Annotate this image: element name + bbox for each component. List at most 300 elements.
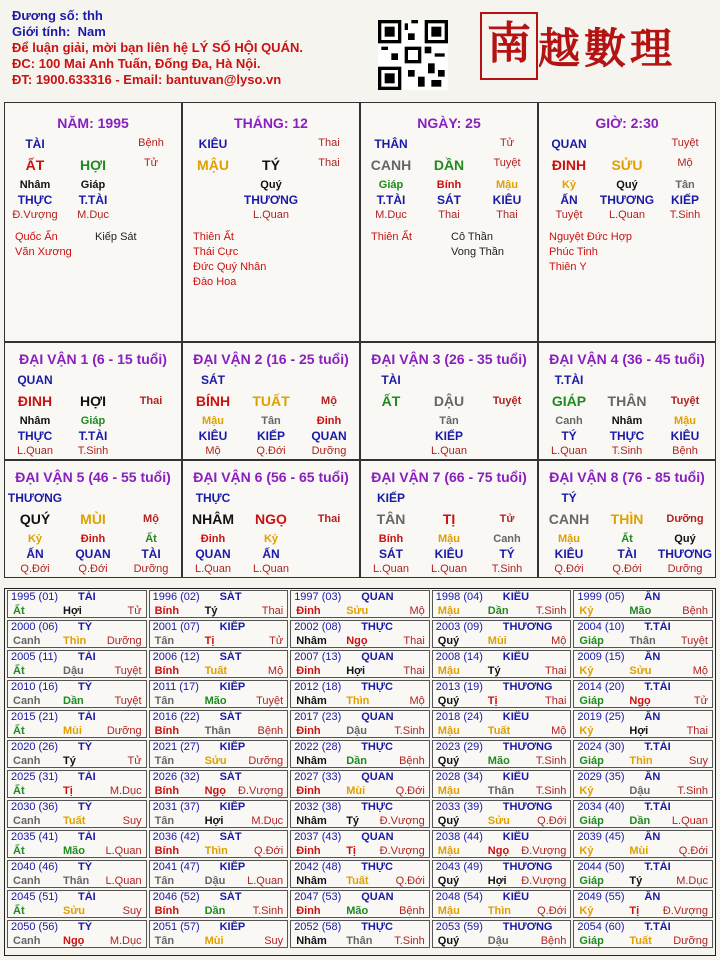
year-cell bbox=[290, 830, 430, 858]
year-label: 2050 (56) bbox=[11, 921, 59, 933]
year-ten-god: QUAN bbox=[361, 891, 394, 903]
year-branch: Dần bbox=[346, 755, 367, 767]
year-branch: Dậu bbox=[346, 725, 367, 737]
year-stage: Bệnh bbox=[682, 605, 708, 617]
year-stage: L.Quan bbox=[105, 845, 142, 857]
year-ten-god: TÀI bbox=[78, 591, 96, 603]
year-stage: Bệnh bbox=[257, 725, 284, 737]
dai-van-cell bbox=[182, 342, 360, 460]
year-cell bbox=[290, 770, 430, 798]
year-stage: L.Quan bbox=[105, 875, 142, 887]
year-stage: Dưỡng bbox=[248, 755, 284, 767]
year-ten-god: THỰC bbox=[361, 621, 393, 633]
heavenly-stem: ĐINH bbox=[551, 157, 587, 173]
year-stage: T.Sinh bbox=[252, 905, 284, 917]
year-stem: Giáp bbox=[579, 695, 604, 707]
dai-van-title: ĐẠI VẬN 5 (46 - 55 tuổi) bbox=[15, 469, 171, 485]
year-ten-god: KIẾP bbox=[219, 681, 246, 693]
year-branch: Tị bbox=[346, 845, 356, 857]
year-branch: Thân bbox=[487, 785, 515, 797]
star-good: Nguyệt Đức Hợp bbox=[549, 231, 633, 243]
year-branch: Mùi bbox=[346, 785, 366, 797]
hidden-god: KIÊU bbox=[198, 429, 228, 443]
hidden-god: THỰC bbox=[17, 193, 53, 207]
year-branch: Tý bbox=[629, 875, 643, 887]
year-cell bbox=[7, 680, 147, 708]
hidden-stage: Thai bbox=[438, 209, 460, 221]
year-stem: Mậu bbox=[437, 605, 460, 617]
year-branch: Thân bbox=[63, 875, 90, 887]
hidden-stage: Đ.Vượng bbox=[12, 209, 58, 221]
star-bad: Cô Thần bbox=[451, 231, 493, 243]
hidden-stem: Mậu bbox=[496, 179, 518, 191]
year-label: 2006 (12) bbox=[152, 651, 200, 663]
earthly-branch: DẬU bbox=[433, 393, 465, 409]
year-stage: M.Dục bbox=[109, 785, 142, 797]
year-stage: T.Sinh bbox=[535, 785, 567, 797]
year-ten-god: ẤN bbox=[644, 771, 661, 783]
year-stage: Thai bbox=[544, 665, 567, 677]
star-good: Phúc Tinh bbox=[549, 246, 598, 258]
dai-van-title: ĐẠI VẬN 2 (16 - 25 tuổi) bbox=[193, 351, 349, 367]
dai-van-title: ĐẠI VẬN 8 (76 - 85 tuổi) bbox=[549, 469, 705, 485]
year-label: 1996 (02) bbox=[152, 591, 200, 603]
year-stage: Tử bbox=[127, 605, 142, 617]
ten-god: SÁT bbox=[201, 373, 225, 387]
year-ten-god: KIẾP bbox=[219, 741, 246, 753]
pillar-cell bbox=[182, 102, 360, 342]
year-branch: Sửu bbox=[63, 905, 86, 917]
year-cell bbox=[432, 680, 572, 708]
hidden-stem: Bính bbox=[436, 179, 462, 191]
ten-god: KIẾP bbox=[376, 491, 405, 505]
hidden-stem: Nhâm bbox=[19, 179, 51, 191]
year-stem: Quý bbox=[437, 935, 460, 947]
ten-god: TÝ bbox=[561, 491, 577, 505]
year-label: 2018 (24) bbox=[435, 711, 483, 723]
year-stem: Nhâm bbox=[296, 695, 327, 707]
year-stage: Đ.Vượng bbox=[379, 815, 425, 827]
year-stage: Mộ bbox=[409, 605, 425, 617]
heavenly-stem: ẤT bbox=[381, 393, 401, 409]
stage: Thai bbox=[317, 513, 341, 525]
year-stage: Q.Đới bbox=[395, 785, 425, 797]
year-cell bbox=[149, 830, 289, 858]
star-good: Thiên Ất bbox=[193, 231, 234, 243]
year-stem: Ất bbox=[13, 725, 25, 737]
year-stem: Giáp bbox=[579, 635, 604, 647]
star-good: Đào Hoa bbox=[193, 276, 237, 288]
year-label: 2021 (27) bbox=[152, 741, 200, 753]
year-branch: Ngọ bbox=[63, 935, 85, 947]
star-good: Văn Xương bbox=[15, 246, 72, 258]
year-stem: Đinh bbox=[296, 605, 321, 617]
earthly-branch: THÂN bbox=[607, 393, 647, 409]
year-label: 2051 (57) bbox=[152, 921, 200, 933]
hidden-stage: Bệnh bbox=[672, 445, 698, 457]
year-branch: Sửu bbox=[629, 665, 652, 677]
year-ten-god: KIÊU bbox=[502, 771, 530, 783]
year-ten-god: TÝ bbox=[78, 801, 93, 813]
year-stage: Dưỡng bbox=[673, 935, 708, 947]
year-label: 2048 (54) bbox=[435, 891, 483, 903]
hidden-god: THƯƠNG bbox=[243, 193, 299, 207]
year-ten-god: THƯƠNG bbox=[502, 801, 553, 813]
hidden-stem: Bính bbox=[378, 533, 404, 545]
hidden-stem: Nhâm bbox=[611, 415, 643, 427]
star-good: Quốc Ấn bbox=[15, 231, 58, 243]
year-ten-god: KIÊU bbox=[502, 891, 530, 903]
year-stage: Tử bbox=[127, 755, 142, 767]
stage: Mộ bbox=[143, 513, 159, 525]
year-stage: Thai bbox=[686, 725, 708, 737]
year-stage: Q.Đới bbox=[537, 905, 567, 917]
year-ten-god: TÀI bbox=[78, 771, 96, 783]
year-cell bbox=[290, 860, 430, 888]
year-cell bbox=[432, 890, 572, 918]
year-stem: Đinh bbox=[296, 725, 321, 737]
hidden-stem: Kỷ bbox=[27, 533, 43, 545]
year-ten-god: QUAN bbox=[361, 831, 394, 843]
year-stage: Suy bbox=[122, 815, 142, 827]
year-stem: Tân bbox=[154, 815, 175, 827]
heavenly-stem: GIÁP bbox=[551, 393, 587, 409]
year-cell bbox=[290, 680, 430, 708]
year-cell bbox=[290, 740, 430, 768]
year-stage: Tuyệt bbox=[680, 635, 708, 647]
hidden-stage: T.Sinh bbox=[611, 445, 643, 457]
hidden-god: KIÊU bbox=[670, 429, 700, 443]
year-stem: Bính bbox=[154, 605, 180, 617]
year-cell bbox=[149, 620, 289, 648]
hidden-god: THỰC bbox=[609, 429, 645, 443]
year-branch: Thìn bbox=[204, 845, 228, 857]
year-cell bbox=[573, 620, 713, 648]
year-stem: Ất bbox=[13, 605, 25, 617]
year-label: 2052 (58) bbox=[294, 921, 342, 933]
hidden-stem: Kỷ bbox=[263, 533, 279, 545]
earthly-branch: THÌN bbox=[610, 511, 644, 527]
year-ten-god: TÝ bbox=[78, 921, 93, 933]
year-label: 2030 (36) bbox=[11, 801, 59, 813]
year-branch: Sửu bbox=[346, 605, 369, 617]
year-cell bbox=[7, 740, 147, 768]
heavenly-stem: QUÝ bbox=[19, 511, 51, 527]
year-branch: Ngọ bbox=[346, 635, 368, 647]
contact-note: Để luận giải, mời bạn liên hệ LÝ SỐ HỘI QUÁN. bbox=[12, 40, 303, 55]
hidden-stem: Giáp bbox=[80, 415, 106, 427]
hidden-god: THỰC bbox=[17, 429, 53, 443]
ten-god: T.TÀI bbox=[554, 373, 584, 387]
year-stem: Bính bbox=[154, 845, 180, 857]
year-ten-god: T.TÀI bbox=[644, 861, 671, 873]
hidden-god: SÁT bbox=[379, 547, 403, 561]
ten-god: THỰC bbox=[195, 491, 231, 505]
year-branch: Sửu bbox=[204, 755, 227, 767]
year-label: 2024 (30) bbox=[577, 741, 625, 753]
hidden-stage: Thai bbox=[496, 209, 518, 221]
year-stage: Mộ bbox=[692, 665, 708, 677]
year-ten-god: KIÊU bbox=[502, 651, 530, 663]
year-ten-god: KIẾP bbox=[219, 801, 246, 813]
year-stem: Tân bbox=[154, 935, 175, 947]
year-stem: Bính bbox=[154, 665, 180, 677]
hidden-stem: Quý bbox=[260, 179, 282, 191]
year-ten-god: TÀI bbox=[78, 711, 96, 723]
year-cell bbox=[432, 800, 572, 828]
hidden-stage: T.Sinh bbox=[491, 563, 523, 575]
year-label: 2031 (37) bbox=[152, 801, 200, 813]
year-cell bbox=[573, 680, 713, 708]
year-ten-god: THƯƠNG bbox=[502, 741, 553, 753]
year-ten-god: THƯƠNG bbox=[502, 681, 553, 693]
year-stem: Mậu bbox=[437, 665, 460, 677]
year-branch: Tuất bbox=[63, 815, 86, 827]
year-stem: Mậu bbox=[437, 725, 460, 737]
year-branch: Thân bbox=[204, 725, 231, 737]
hidden-god: T.TÀI bbox=[78, 193, 108, 207]
year-ten-god: KIẾP bbox=[219, 861, 246, 873]
year-stem: Ất bbox=[13, 905, 25, 917]
year-stem: Giáp bbox=[579, 935, 604, 947]
hidden-god: ẤN bbox=[262, 547, 280, 561]
year-cell bbox=[432, 740, 572, 768]
star-good: Thiên Y bbox=[549, 261, 587, 273]
year-branch: Thân bbox=[346, 935, 373, 947]
hidden-stage: Q.Đới bbox=[554, 563, 584, 575]
year-cell bbox=[573, 770, 713, 798]
year-ten-god: KIẾP bbox=[219, 921, 246, 933]
year-branch: Ngọ bbox=[204, 785, 226, 797]
year-stem: Bính bbox=[154, 785, 180, 797]
year-branch: Tý bbox=[204, 605, 218, 617]
year-stem: Đinh bbox=[296, 845, 321, 857]
qr-code-icon bbox=[378, 20, 448, 90]
year-stem: Kỷ bbox=[579, 725, 594, 737]
year-label: 2036 (42) bbox=[152, 831, 200, 843]
year-label: 2013 (19) bbox=[435, 681, 483, 693]
year-label: 2038 (44) bbox=[435, 831, 483, 843]
dai-van-cell bbox=[360, 460, 538, 578]
year-ten-god: QUAN bbox=[361, 771, 394, 783]
hidden-stem: Quý bbox=[674, 533, 696, 545]
heavenly-stem: MẬU bbox=[197, 157, 229, 173]
year-cell bbox=[290, 650, 430, 678]
year-ten-god: T.TÀI bbox=[644, 801, 671, 813]
year-branch: Hợi bbox=[204, 815, 224, 827]
hidden-stage: Q.Đới bbox=[78, 563, 108, 575]
year-stem: Canh bbox=[13, 875, 41, 887]
year-ten-god: KIẾP bbox=[219, 621, 246, 633]
dai-van-title: ĐẠI VẬN 1 (6 - 15 tuổi) bbox=[19, 351, 167, 367]
year-ten-god: SÁT bbox=[219, 591, 242, 603]
year-cell bbox=[432, 770, 572, 798]
year-cell bbox=[149, 800, 289, 828]
year-stem: Đinh bbox=[296, 665, 321, 677]
year-ten-god: QUAN bbox=[361, 711, 394, 723]
year-stage: Q.Đới bbox=[395, 875, 425, 887]
earthly-branch: HỢI bbox=[80, 393, 106, 409]
year-label: 2054 (60) bbox=[577, 921, 625, 933]
stage: Mộ bbox=[677, 157, 693, 169]
year-label: 2012 (18) bbox=[294, 681, 342, 693]
year-label: 2035 (41) bbox=[11, 831, 59, 843]
hidden-god: TÝ bbox=[561, 429, 577, 443]
heavenly-stem: ĐINH bbox=[17, 393, 53, 409]
hidden-god: KIÊU bbox=[492, 193, 522, 207]
year-stem: Đinh bbox=[296, 785, 321, 797]
year-cell bbox=[149, 650, 289, 678]
year-label: 2049 (55) bbox=[577, 891, 625, 903]
year-stem: Tân bbox=[154, 755, 175, 767]
year-ten-god: THỰC bbox=[361, 681, 393, 693]
hidden-stage: M.Dục bbox=[375, 209, 407, 221]
year-branch: Dậu bbox=[63, 665, 84, 677]
year-branch: Sửu bbox=[487, 815, 510, 827]
year-label: 2005 (11) bbox=[11, 651, 58, 663]
year-label: 2016 (22) bbox=[152, 711, 200, 723]
year-branch: Dậu bbox=[629, 785, 651, 797]
year-ten-god: SÁT bbox=[219, 831, 242, 843]
year-cell bbox=[290, 710, 430, 738]
year-stem: Quý bbox=[437, 635, 460, 647]
year-stage: Tuyệt bbox=[256, 695, 284, 707]
year-stage: T.Sinh bbox=[677, 785, 708, 797]
year-stem: Tân bbox=[154, 635, 175, 647]
year-stem: Ất bbox=[13, 665, 25, 677]
hidden-stage: Dưỡng bbox=[311, 445, 347, 457]
year-cell bbox=[149, 710, 289, 738]
year-ten-god: TÀI bbox=[78, 651, 96, 663]
year-label: 2033 (39) bbox=[435, 801, 483, 813]
earthly-branch: SỬU bbox=[611, 157, 643, 173]
hidden-stage: L.Quan bbox=[372, 563, 410, 575]
stage: Tuyệt bbox=[671, 137, 699, 149]
earthly-branch: TÝ bbox=[262, 157, 280, 173]
year-label: 2015 (21) bbox=[11, 711, 59, 723]
year-cell bbox=[290, 920, 430, 948]
year-stem: Quý bbox=[437, 695, 460, 707]
year-stem: Giáp bbox=[579, 755, 604, 767]
stage: Thai bbox=[318, 137, 340, 149]
star-bad: Vong Thần bbox=[451, 246, 505, 258]
year-label: 2011 (17) bbox=[152, 681, 199, 693]
hidden-stem: Tân bbox=[439, 415, 459, 427]
hidden-stage: L.Quan bbox=[550, 445, 588, 457]
year-ten-god: QUAN bbox=[361, 651, 394, 663]
year-stage: T.Sinh bbox=[535, 605, 567, 617]
year-stage: M.Dục bbox=[251, 815, 284, 827]
year-stage: Bệnh bbox=[399, 905, 425, 917]
year-stem: Ất bbox=[13, 785, 25, 797]
annual-luck-table bbox=[4, 588, 716, 956]
year-label: 2026 (32) bbox=[152, 771, 200, 783]
year-branch: Mùi bbox=[204, 935, 224, 947]
year-cell bbox=[573, 710, 713, 738]
dai-van-cell bbox=[4, 460, 182, 578]
hidden-stem: Kỷ bbox=[561, 179, 577, 191]
hidden-god: QUAN bbox=[311, 429, 347, 443]
year-stem: Kỷ bbox=[579, 665, 594, 677]
year-branch: Tý bbox=[63, 755, 76, 767]
brand-seal: 南 bbox=[480, 12, 538, 80]
year-stage: Suy bbox=[689, 755, 708, 767]
hidden-god: T.TÀI bbox=[376, 193, 406, 207]
year-cell bbox=[573, 800, 713, 828]
year-stem: Nhâm bbox=[296, 815, 327, 827]
year-label: 2002 (08) bbox=[294, 621, 342, 633]
hidden-stem: Ất bbox=[621, 533, 633, 545]
year-stem: Mậu bbox=[437, 785, 460, 797]
year-label: 2043 (49) bbox=[435, 861, 483, 873]
year-label: 2041 (47) bbox=[152, 861, 200, 873]
year-stem: Giáp bbox=[579, 875, 604, 887]
year-stem: Kỷ bbox=[579, 785, 594, 797]
year-branch: Mùi bbox=[63, 725, 82, 737]
year-stage: Tuyệt bbox=[114, 665, 142, 677]
hidden-god: TÀI bbox=[617, 547, 637, 561]
gender: Giới tính: Nam bbox=[12, 24, 106, 39]
year-stem: Kỷ bbox=[579, 845, 594, 857]
year-label: 2003 (09) bbox=[435, 621, 483, 633]
year-ten-god: TÀI bbox=[78, 831, 96, 843]
hidden-god: QUAN bbox=[195, 547, 231, 561]
hidden-stem: Canh bbox=[555, 415, 583, 427]
year-stage: Đ.Vượng bbox=[379, 845, 425, 857]
dai-van-title: ĐẠI VẬN 3 (26 - 35 tuổi) bbox=[371, 351, 527, 367]
stage: Tuyệt bbox=[493, 157, 521, 169]
year-stage: Đ.Vượng bbox=[238, 785, 284, 797]
year-cell bbox=[573, 890, 713, 918]
hidden-god: KIẾP bbox=[256, 429, 285, 443]
year-label: 2007 (13) bbox=[294, 651, 342, 663]
earthly-branch: NGỌ bbox=[255, 511, 287, 527]
year-branch: Ngọ bbox=[487, 845, 510, 857]
year-stage: L.Quan bbox=[671, 815, 708, 827]
year-ten-god: T.TÀI bbox=[644, 681, 671, 693]
year-cell bbox=[7, 620, 147, 648]
hidden-stem: Giáp bbox=[80, 179, 106, 191]
year-label: 1995 (01) bbox=[11, 591, 59, 603]
year-label: 2023 (29) bbox=[435, 741, 483, 753]
heavenly-stem: ẤT bbox=[25, 157, 45, 173]
hidden-stem: Nhâm bbox=[19, 415, 51, 427]
heavenly-stem: CANH bbox=[548, 511, 590, 527]
year-stage: Thai bbox=[403, 635, 425, 647]
hidden-stage: L.Quan bbox=[430, 563, 468, 575]
year-stage: Suy bbox=[122, 905, 142, 917]
year-label: 2042 (48) bbox=[294, 861, 342, 873]
year-branch: Mão bbox=[487, 755, 510, 767]
year-ten-god: THƯƠNG bbox=[502, 921, 553, 933]
year-ten-god: TÝ bbox=[78, 861, 93, 873]
year-stem: Giáp bbox=[579, 815, 604, 827]
pillar-title: NGÀY: 25 bbox=[417, 115, 481, 131]
ten-god: THƯƠNG bbox=[7, 491, 63, 505]
year-ten-god: THỰC bbox=[361, 921, 393, 933]
year-stem: Kỷ bbox=[579, 605, 594, 617]
earthly-branch: TỊ bbox=[442, 511, 456, 527]
year-stem: Canh bbox=[13, 815, 41, 827]
year-label: 2000 (06) bbox=[11, 621, 59, 633]
year-label: 2045 (51) bbox=[11, 891, 59, 903]
year-ten-god: KIÊU bbox=[502, 711, 530, 723]
year-stage: Dưỡng bbox=[106, 725, 142, 737]
year-cell bbox=[432, 620, 572, 648]
year-stage: Suy bbox=[264, 935, 284, 947]
year-stem: Nhâm bbox=[296, 935, 327, 947]
year-cell bbox=[7, 860, 147, 888]
